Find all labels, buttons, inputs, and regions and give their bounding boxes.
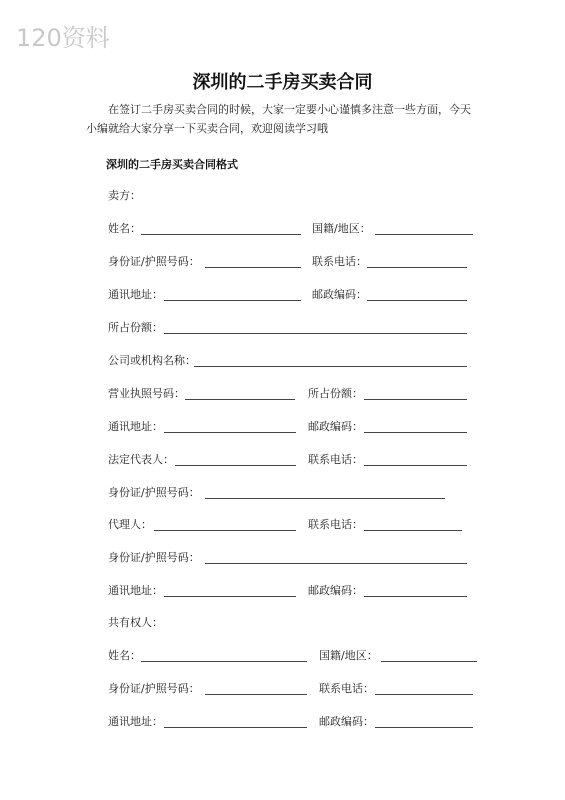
legal-rep-label: 法定代表人：: [108, 453, 174, 466]
co-owner-phone-label: 联系电话：: [319, 682, 374, 695]
watermark-logo: 120资料: [16, 24, 110, 52]
company-address-label: 通讯地址：: [108, 420, 163, 433]
seller-id-row: [108, 254, 488, 270]
company-address-blank[interactable]: [164, 432, 296, 433]
seller-name-row: [108, 221, 488, 237]
agent-address-blank[interactable]: [164, 596, 296, 597]
legal-rep-id-row: [108, 485, 488, 501]
co-owner-address-row: [108, 714, 488, 730]
section-heading: 深圳的二手房买卖合同格式: [106, 158, 238, 171]
agent-postcode-label: 邮政编码：: [308, 584, 363, 597]
agent-row: [108, 517, 488, 533]
company-row: [108, 353, 488, 369]
seller-address-row: [108, 287, 488, 303]
legal-rep-blank[interactable]: [175, 465, 296, 466]
seller-heading: 卖方：: [108, 189, 141, 202]
legal-rep-phone-label: 联系电话：: [308, 453, 363, 466]
document-title: 深圳的二手房买卖合同: [192, 72, 373, 93]
seller-name-blank[interactable]: [141, 234, 301, 235]
seller-id-blank[interactable]: [205, 267, 301, 268]
license-blank[interactable]: [185, 399, 295, 400]
seller-share-row: [108, 320, 488, 336]
agent-id-blank[interactable]: [205, 563, 467, 564]
agent-phone-label: 联系电话：: [308, 518, 363, 531]
intro-text: 在签订二手房买卖合同的时候，大家一定要小心谨慎多注意一些方面，今天小编就给大家分享一下买卖合同，欢迎阅读学习哦: [86, 103, 471, 135]
intro-paragraph: [86, 100, 478, 138]
agent-id-label: 身份证/护照号码：: [108, 551, 200, 564]
seller-share-blank[interactable]: [164, 333, 467, 334]
co-owner-heading: 共有权人：: [108, 616, 163, 629]
company-share-label: 所占份额：: [308, 387, 363, 400]
co-owner-heading-row: [108, 615, 488, 631]
company-postcode-blank[interactable]: [364, 432, 467, 433]
seller-address-blank[interactable]: [164, 300, 301, 301]
company-share-blank[interactable]: [364, 399, 467, 400]
co-owner-name-row: [108, 648, 488, 664]
co-owner-postcode-label: 邮政编码：: [319, 715, 374, 728]
seller-phone-label: 联系电话：: [312, 255, 367, 268]
seller-id-label: 身份证/护照号码：: [108, 255, 200, 268]
seller-name-label: 姓名：: [108, 222, 141, 235]
co-owner-nationality-label: 国籍/地区：: [319, 649, 378, 662]
seller-nationality-blank[interactable]: [375, 234, 473, 235]
co-owner-id-blank[interactable]: [205, 694, 307, 695]
seller-nationality-label: 国籍/地区：: [312, 222, 371, 235]
legal-rep-row: [108, 452, 488, 468]
legal-rep-id-label: 身份证/护照号码：: [108, 486, 200, 499]
agent-address-row: [108, 583, 488, 599]
license-label: 营业执照号码：: [108, 387, 185, 400]
company-label: 公司或机构名称：: [108, 354, 196, 367]
company-address-row: [108, 419, 488, 435]
agent-id-row: [108, 550, 488, 566]
agent-address-label: 通讯地址：: [108, 584, 163, 597]
seller-postcode-blank[interactable]: [367, 300, 467, 301]
co-owner-address-blank[interactable]: [164, 727, 307, 728]
co-owner-address-label: 通讯地址：: [108, 715, 163, 728]
agent-label: 代理人：: [108, 518, 152, 531]
seller-address-label: 通讯地址：: [108, 288, 163, 301]
co-owner-name-blank[interactable]: [141, 661, 307, 662]
seller-postcode-label: 邮政编码：: [312, 288, 367, 301]
co-owner-name-label: 姓名：: [108, 649, 141, 662]
company-blank[interactable]: [194, 366, 467, 367]
agent-postcode-blank[interactable]: [364, 596, 467, 597]
co-owner-id-label: 身份证/护照号码：: [108, 682, 200, 695]
co-owner-postcode-blank[interactable]: [375, 727, 473, 728]
seller-share-label: 所占份额：: [108, 321, 163, 334]
co-owner-id-row: [108, 681, 488, 697]
co-owner-nationality-blank[interactable]: [381, 661, 477, 662]
agent-blank[interactable]: [154, 530, 296, 531]
legal-rep-id-blank[interactable]: [205, 498, 445, 499]
license-row: [108, 386, 488, 402]
legal-rep-phone-blank[interactable]: [364, 465, 467, 466]
agent-phone-blank[interactable]: [364, 530, 462, 531]
co-owner-phone-blank[interactable]: [375, 694, 473, 695]
company-postcode-label: 邮政编码：: [308, 420, 363, 433]
seller-phone-blank[interactable]: [367, 267, 467, 268]
